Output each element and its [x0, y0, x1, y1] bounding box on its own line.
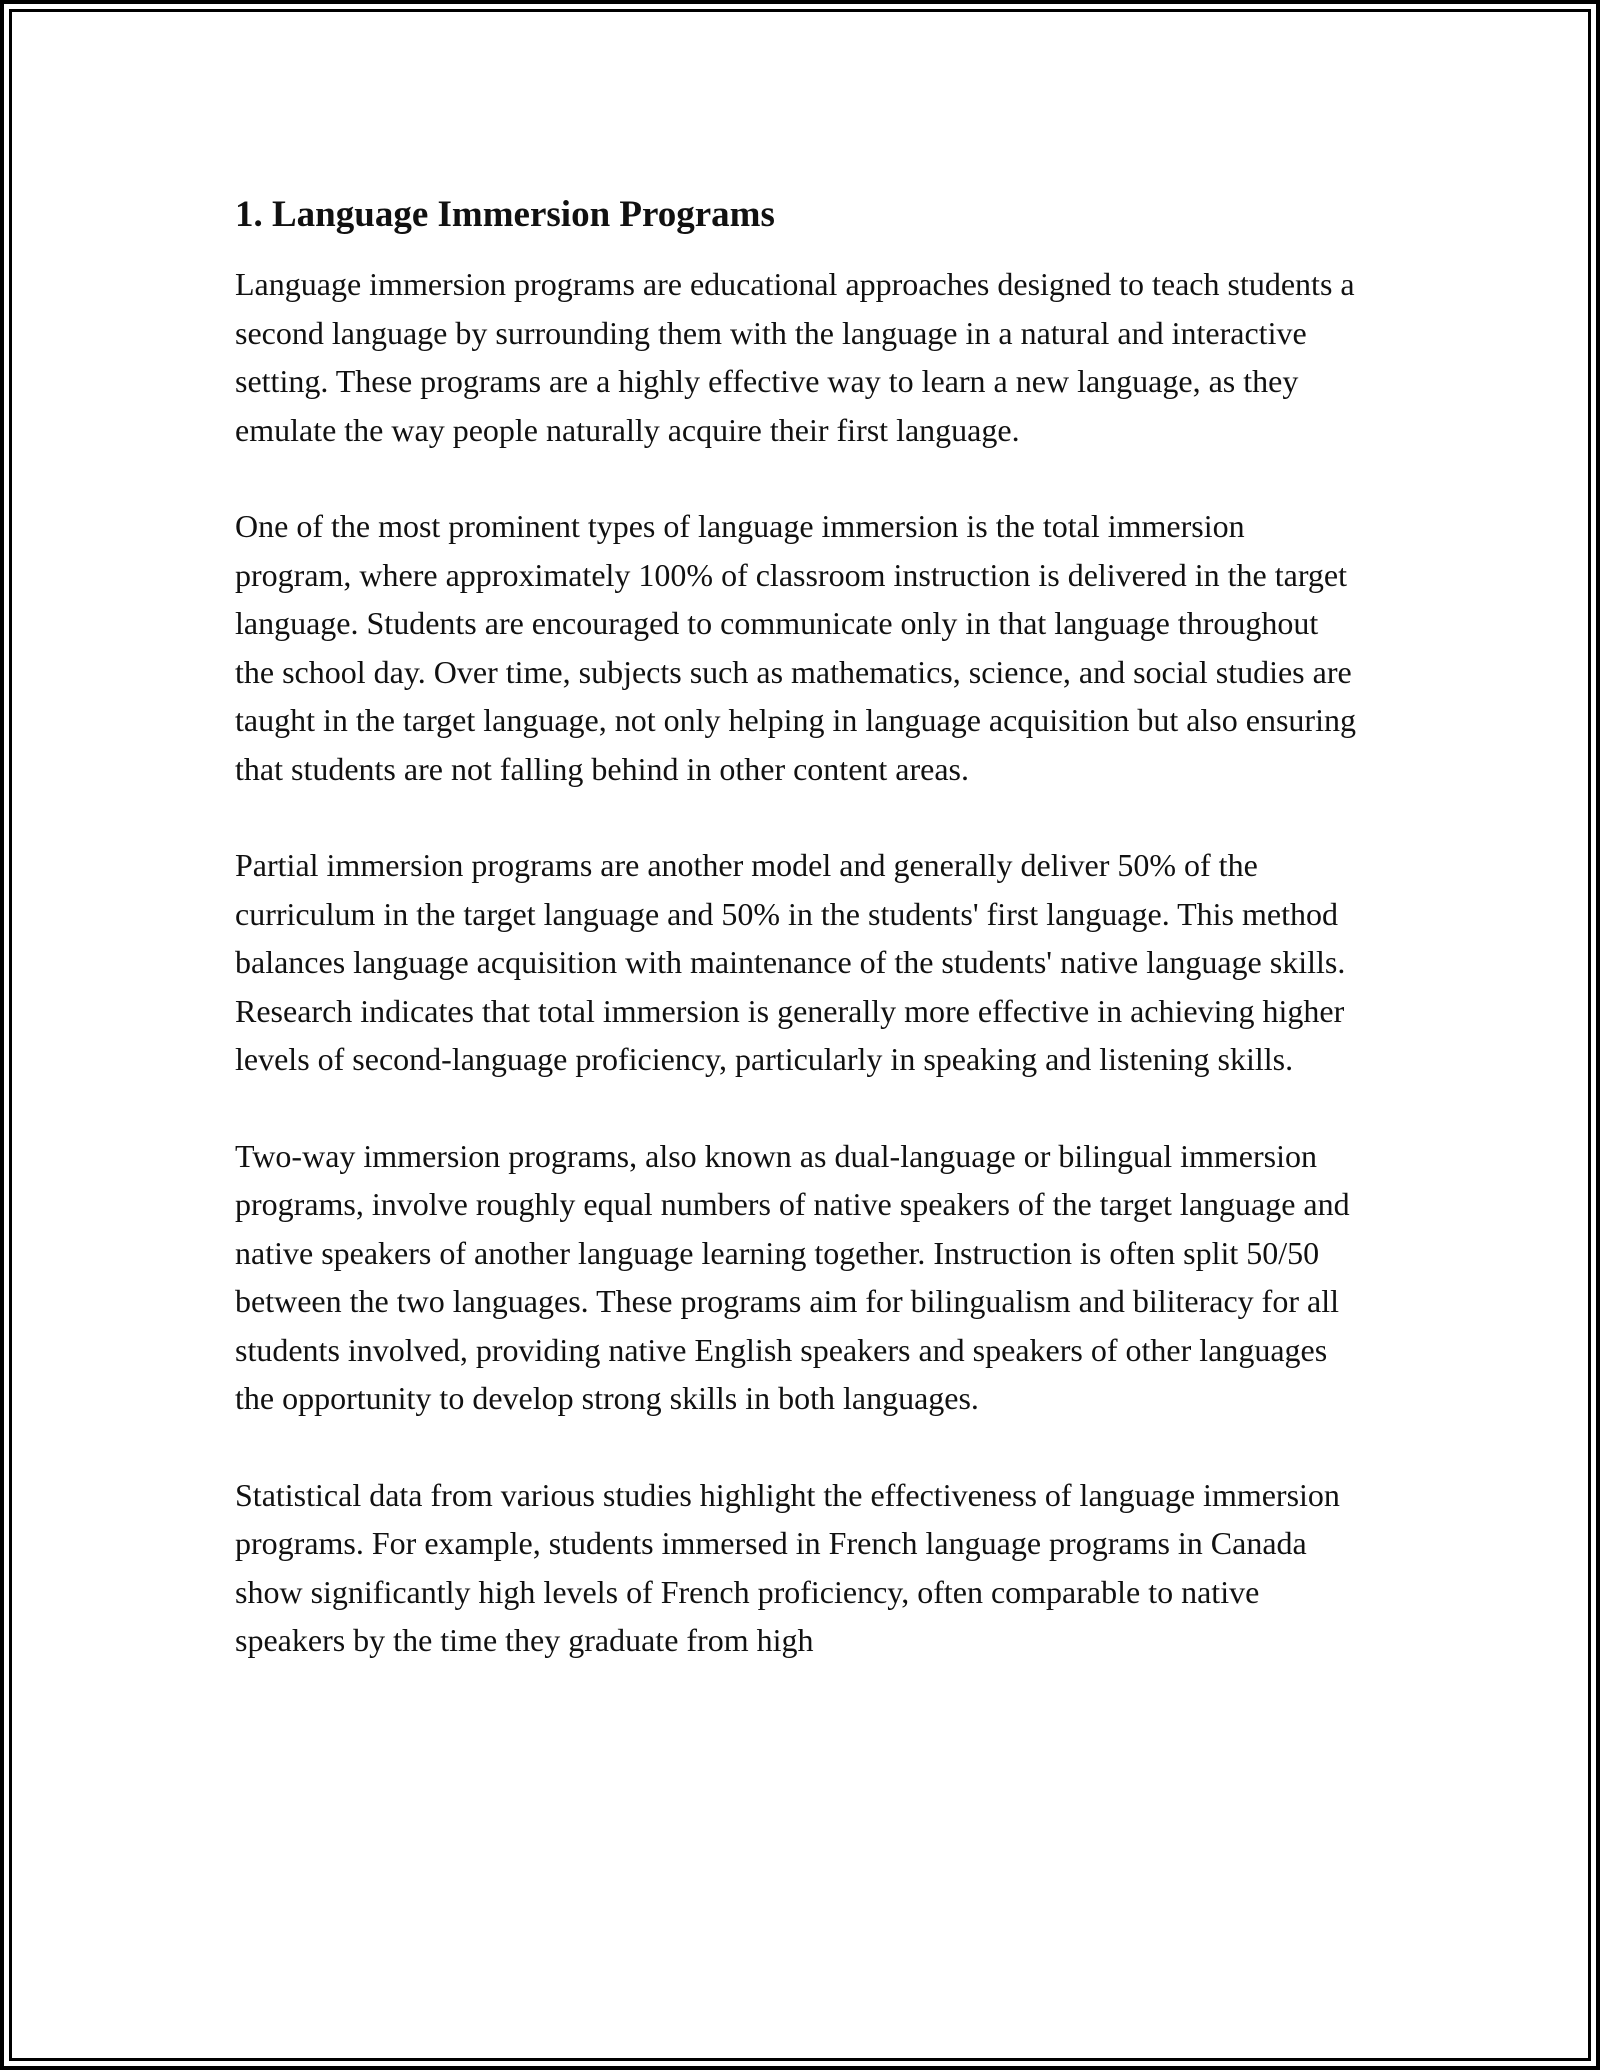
paragraph-intro: Language immersion programs are educational approaches designed to teach students a second language by surrounding them with the language in a natural and interactive setting. These programs are a highly effective way to learn a new language, as they emulate the way people naturally acquire their first language. — [235, 266, 1355, 448]
paragraph-two-way-immersion: Two-way immersion programs, also known as dual-language or bilingual immersion programs, involve roughly equal numbers of native speakers of the target language and native speakers of another language learning together. Instruction is often split 50/50 between the two languages. These programs aim for bilingualism and biliteracy for all students involved, providing native English speakers and speakers of other languages the opportunity to develop strong skills in both languages. — [235, 1137, 1350, 1416]
paragraph-statistical-data: Statistical data from various studies highlight the effectiveness of language immersion programs. For example, students immersed in French language programs in Canada show significantly high levels of French proficiency, often comparable to native speakers by the time they graduate from high — [235, 1476, 1340, 1658]
paragraph-partial-immersion: Partial immersion programs are another model and generally deliver 50% of the curriculum in the target language and 50% in the students' first language. This method balances language acquisition with maintenance of the students' native language skills. Research indicates that total immersion is generally more effective in achieving higher levels of second-language proficiency, particularly in speaking and listening skills. — [235, 847, 1346, 1077]
paragraph-total-immersion: One of the most prominent types of language immersion is the total immersion program, where approximately 100% of classroom instruction is delivered in the target language. Students are encouraged to communicate only in that language throughout the school day. Over time, subjects such as mathematics, science, and social studies are taught in the target language, not only helping in language acquisition but also ensuring that students are not falling behind in other content areas. — [235, 508, 1356, 787]
document-body — [235, 190, 1365, 1713]
section-title: 1. Language Immersion Programs — [235, 194, 775, 235]
